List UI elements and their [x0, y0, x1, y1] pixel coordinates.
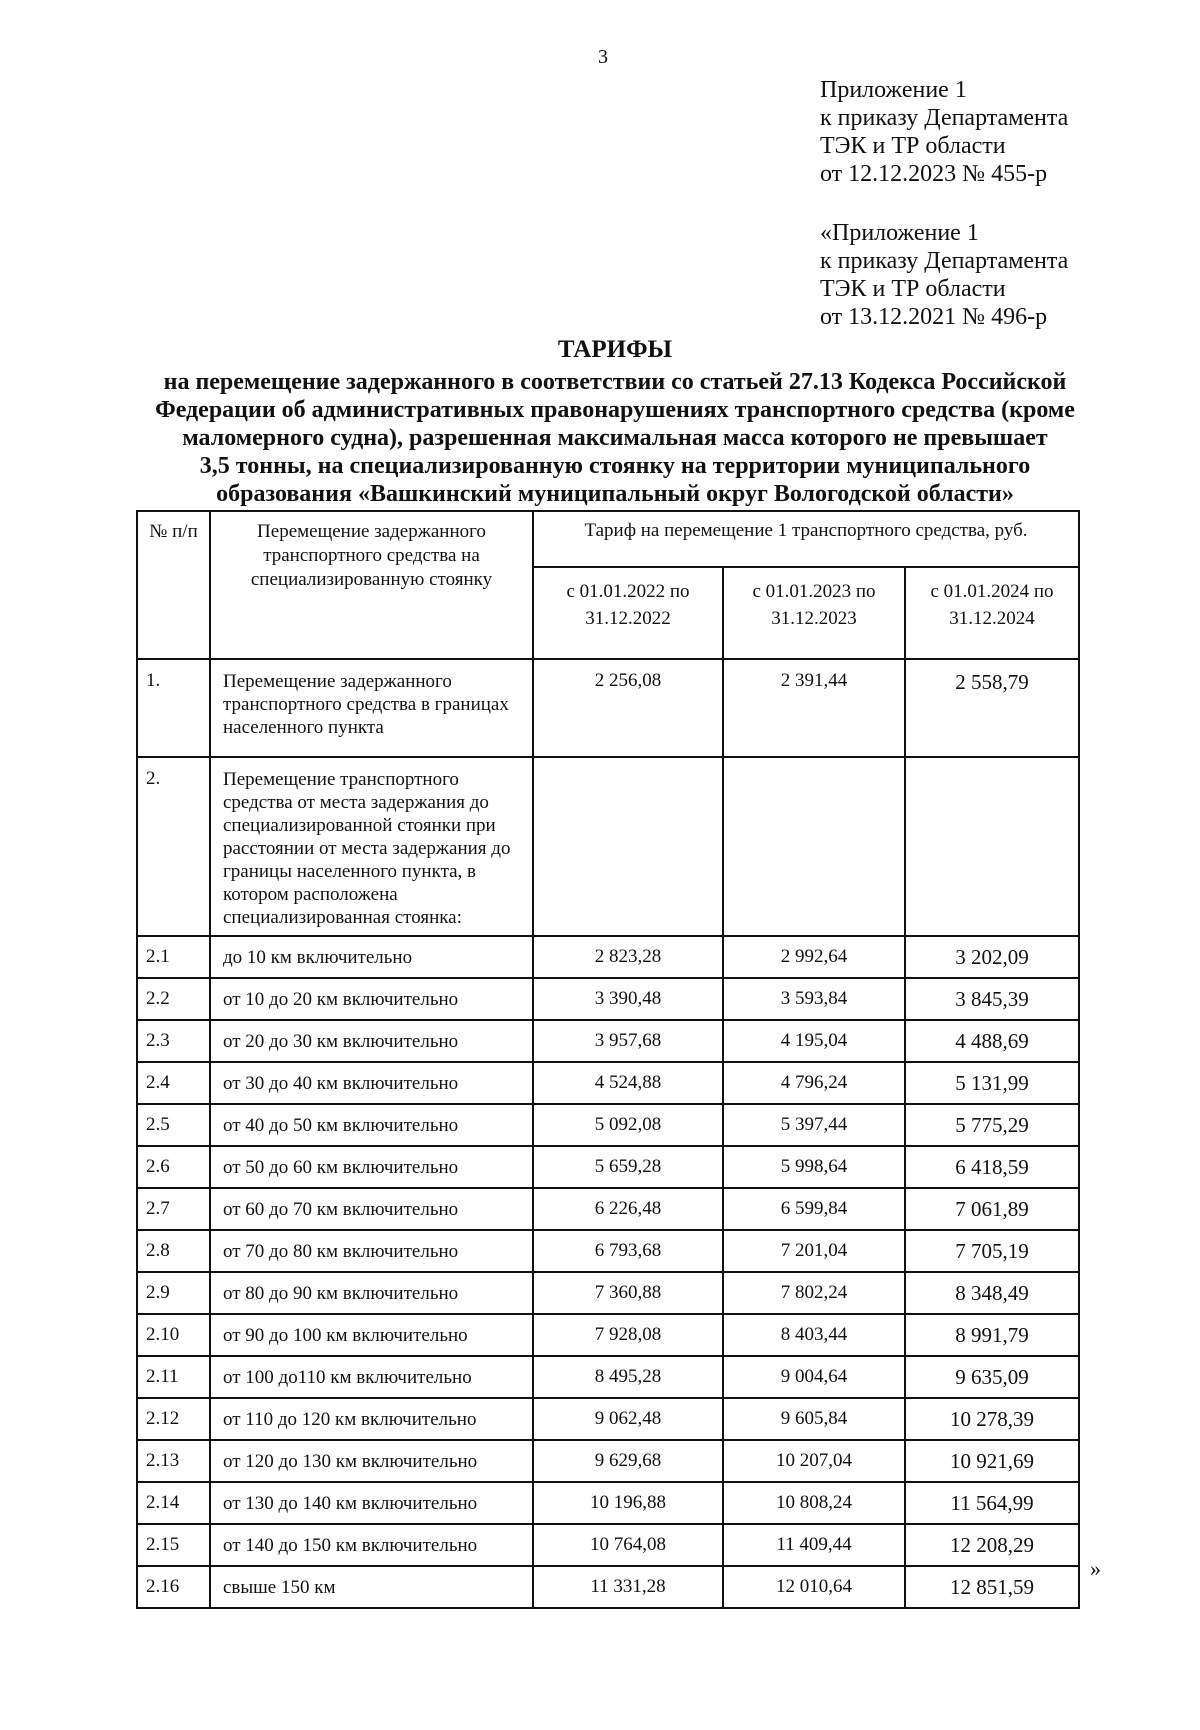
table-row: [137, 659, 1079, 757]
row-number: 1.: [137, 659, 210, 757]
table-row: [137, 757, 1079, 936]
appendix-line: к приказу Департамента: [820, 248, 1069, 274]
appendix-line: к приказу Департамента: [820, 105, 1069, 131]
row-number: 2.16: [137, 1566, 210, 1608]
tariff-2023: 6 599,84: [723, 1188, 905, 1230]
row-description: от 90 до 100 км включительно: [210, 1314, 533, 1356]
tariff-2023: 5 998,64: [723, 1146, 905, 1188]
table-row: [137, 1146, 1079, 1188]
tariff-2024: 10 921,69: [905, 1440, 1079, 1482]
tariff-2022: 3 390,48: [533, 978, 723, 1020]
table-row: [137, 1566, 1079, 1608]
table-row: [137, 1062, 1079, 1104]
table-row: [137, 1356, 1079, 1398]
row-description: от 50 до 60 км включительно: [210, 1146, 533, 1188]
appendix-line: Приложение 1: [820, 77, 967, 103]
row-number: 2.4: [137, 1062, 210, 1104]
row-number: 2.11: [137, 1356, 210, 1398]
row-number: 2.12: [137, 1398, 210, 1440]
row-description: от 70 до 80 км включительно: [210, 1230, 533, 1272]
table-row: [137, 1104, 1079, 1146]
table-row: [137, 1440, 1079, 1482]
tariff-2022: 9 629,68: [533, 1440, 723, 1482]
tariff-2022: 7 360,88: [533, 1272, 723, 1314]
appendix-line: от 12.12.2023 № 455-р: [820, 161, 1048, 187]
tariff-2024: 12 208,29: [905, 1524, 1079, 1566]
header-tariff-group: [533, 511, 1079, 567]
header-number-label: № п/п: [149, 521, 198, 542]
tariff-2022: 8 495,28: [533, 1356, 723, 1398]
header-description: [210, 511, 533, 659]
document-title: [120, 336, 1110, 508]
tariff-2023: [723, 757, 905, 936]
tariff-2024: 10 278,39: [905, 1398, 1079, 1440]
tariff-2024: 11 564,99: [905, 1482, 1079, 1524]
tariff-2024: 3 845,39: [905, 978, 1079, 1020]
tariff-2024: 5 131,99: [905, 1062, 1079, 1104]
tariff-2022: 2 256,08: [533, 659, 723, 757]
tariff-2024: 4 488,69: [905, 1020, 1079, 1062]
row-number: 2.: [137, 757, 210, 936]
row-description: Перемещение транспортного средства от места задержания до специализированной стоянки при расстоянии от места задержания до границы населенного пункта, в котором расположена специализированная стоянка:: [210, 757, 533, 936]
table-row: [137, 1398, 1079, 1440]
tariffs-table: [136, 510, 1080, 1609]
row-description: от 120 до 130 км включительно: [210, 1440, 533, 1482]
tariff-2024: 7 061,89: [905, 1188, 1079, 1230]
tariff-2023: 10 207,04: [723, 1440, 905, 1482]
tariff-2023: 7 201,04: [723, 1230, 905, 1272]
closing-quote: »: [1090, 1556, 1101, 1581]
row-number: 2.3: [137, 1020, 210, 1062]
tariff-2022: 3 957,68: [533, 1020, 723, 1062]
tariff-2022: 9 062,48: [533, 1398, 723, 1440]
appendix-line: ТЭК и ТР области: [820, 133, 1006, 159]
tariff-2022: 6 226,48: [533, 1188, 723, 1230]
tariff-2022: 5 092,08: [533, 1104, 723, 1146]
header-period-2022: с 01.01.2022 по 31.12.2022: [533, 567, 723, 659]
tariff-2023: 2 391,44: [723, 659, 905, 757]
row-number: 2.13: [137, 1440, 210, 1482]
table-row: [137, 1188, 1079, 1230]
tariff-2022: 11 331,28: [533, 1566, 723, 1608]
row-number: 2.5: [137, 1104, 210, 1146]
row-description: от 10 до 20 км включительно: [210, 978, 533, 1020]
tariff-2023: 7 802,24: [723, 1272, 905, 1314]
table-row: [137, 1230, 1079, 1272]
tariff-2024: [905, 757, 1079, 936]
appendix-previous-block: [820, 219, 1068, 331]
tariff-2023: 9 605,84: [723, 1398, 905, 1440]
row-description: от 60 до 70 км включительно: [210, 1188, 533, 1230]
row-number: 2.8: [137, 1230, 210, 1272]
page-number: 3: [598, 46, 608, 68]
tariff-2023: 8 403,44: [723, 1314, 905, 1356]
tariff-2023: 2 992,64: [723, 936, 905, 978]
tariff-2023: 12 010,64: [723, 1566, 905, 1608]
row-description: от 80 до 90 км включительно: [210, 1272, 533, 1314]
tariff-2022: 10 196,88: [533, 1482, 723, 1524]
header-description-label: Перемещение задержанного транспортного средства на специализированную стоянку: [250, 521, 493, 590]
row-number: 2.14: [137, 1482, 210, 1524]
tariff-2024: 12 851,59: [905, 1566, 1079, 1608]
title-line: Федерации об административных правонарушениях транспортного средства (кроме: [155, 397, 1075, 423]
appendix-line: «Приложение 1: [820, 220, 979, 246]
tariff-2024: 2 558,79: [905, 659, 1079, 757]
tariff-2022: 5 659,28: [533, 1146, 723, 1188]
row-number: 2.1: [137, 936, 210, 978]
tariff-2022: 2 823,28: [533, 936, 723, 978]
row-number: 2.10: [137, 1314, 210, 1356]
header-tariff-label: Тариф на перемещение 1 транспортного средства, руб.: [584, 520, 1028, 541]
table-row: [137, 1482, 1079, 1524]
row-number: 2.7: [137, 1188, 210, 1230]
row-description: свыше 150 км: [210, 1566, 533, 1608]
tariff-2023: 4 195,04: [723, 1020, 905, 1062]
row-description: от 140 до 150 км включительно: [210, 1524, 533, 1566]
table-row: [137, 1314, 1079, 1356]
table-row: [137, 1020, 1079, 1062]
tariff-2022: 7 928,08: [533, 1314, 723, 1356]
row-number: 2.15: [137, 1524, 210, 1566]
table-row: [137, 978, 1079, 1020]
tariff-2022: 4 524,88: [533, 1062, 723, 1104]
appendix-current-block: [820, 76, 1068, 188]
table-row: [137, 1524, 1079, 1566]
row-description: от 20 до 30 км включительно: [210, 1020, 533, 1062]
tariff-2023: 4 796,24: [723, 1062, 905, 1104]
table-row: [137, 936, 1079, 978]
title-line: на перемещение задержанного в соответствии со статьей 27.13 Кодекса Российской: [163, 369, 1067, 395]
row-number: 2.6: [137, 1146, 210, 1188]
tariff-2023: 11 409,44: [723, 1524, 905, 1566]
tariff-2023: 9 004,64: [723, 1356, 905, 1398]
tariff-2023: 3 593,84: [723, 978, 905, 1020]
row-description: от 40 до 50 км включительно: [210, 1104, 533, 1146]
title-line: маломерного судна), разрешенная максимальная масса которого не превышает: [182, 425, 1048, 451]
title-line: 3,5 тонны, на специализированную стоянку на территории муниципального: [199, 453, 1031, 479]
tariff-2022: 6 793,68: [533, 1230, 723, 1272]
tariff-2022: [533, 757, 723, 936]
appendix-line: ТЭК и ТР области: [820, 276, 1006, 302]
table-row: [137, 1272, 1079, 1314]
tariff-2024: 3 202,09: [905, 936, 1079, 978]
title-line: образования «Вашкинский муниципальный округ Вологодской области»: [216, 481, 1014, 507]
row-number: 2.2: [137, 978, 210, 1020]
title-main: ТАРИФЫ: [557, 336, 673, 363]
header-period-2024: с 01.01.2024 по 31.12.2024: [905, 567, 1079, 659]
tariff-2024: 8 991,79: [905, 1314, 1079, 1356]
header-number: [137, 511, 210, 659]
appendix-line: от 13.12.2021 № 496-р: [820, 304, 1048, 330]
row-description: от 130 до 140 км включительно: [210, 1482, 533, 1524]
tariff-2024: 9 635,09: [905, 1356, 1079, 1398]
row-description: Перемещение задержанного транспортного средства в границах населенного пункта: [210, 659, 533, 757]
row-description: от 30 до 40 км включительно: [210, 1062, 533, 1104]
tariff-2024: 6 418,59: [905, 1146, 1079, 1188]
tariff-2023: 10 808,24: [723, 1482, 905, 1524]
tariff-2024: 5 775,29: [905, 1104, 1079, 1146]
tariff-2022: 10 764,08: [533, 1524, 723, 1566]
row-description: от 110 до 120 км включительно: [210, 1398, 533, 1440]
row-description: от 100 до110 км включительно: [210, 1356, 533, 1398]
tariff-2024: 7 705,19: [905, 1230, 1079, 1272]
header-period-2023: с 01.01.2023 по 31.12.2023: [723, 567, 905, 659]
tariff-2023: 5 397,44: [723, 1104, 905, 1146]
tariff-2024: 8 348,49: [905, 1272, 1079, 1314]
row-description: до 10 км включительно: [210, 936, 533, 978]
row-number: 2.9: [137, 1272, 210, 1314]
